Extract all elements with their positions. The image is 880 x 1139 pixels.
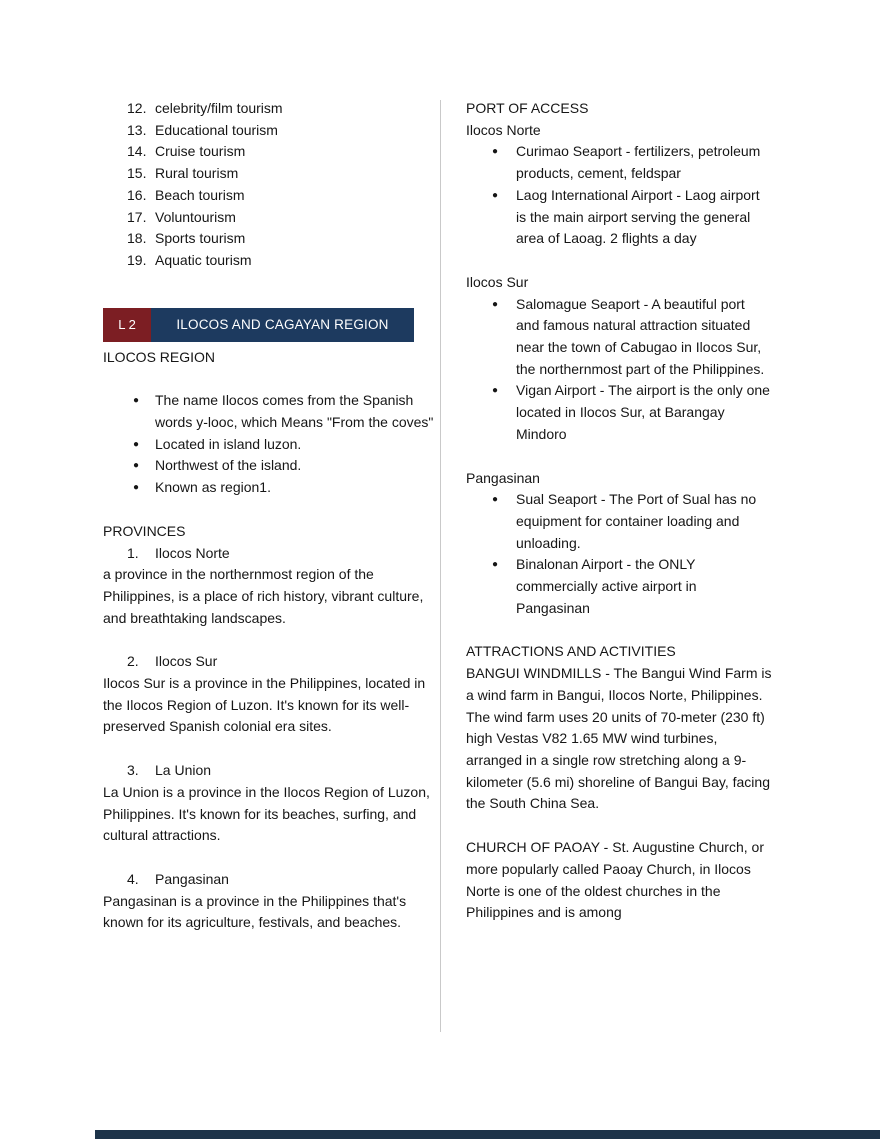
item-text: Sports tourism	[155, 230, 246, 247]
port-group	[466, 272, 772, 446]
list-item	[103, 207, 435, 229]
bullet-text: ● Known as region1.	[155, 479, 271, 496]
port-of-access-heading: PORT OF ACCESS	[466, 100, 589, 116]
province-name-row	[103, 869, 435, 891]
list-item	[103, 250, 435, 272]
bullet-item	[466, 489, 772, 554]
bullet-item	[466, 294, 772, 381]
province-number: 4.	[127, 870, 139, 887]
item-text: Cruise tourism	[155, 143, 246, 160]
bullet-item	[466, 141, 772, 184]
bullet-item	[466, 380, 772, 445]
port-group	[466, 120, 772, 250]
province-name-row	[103, 760, 435, 782]
bullet-item	[103, 477, 435, 499]
bullet-item	[103, 390, 435, 433]
bullet-text: ● Vigan Airport - The airport is the only one located in Ilocos Sur, at Barangay Mindoro	[516, 382, 770, 442]
region-bullet-list	[103, 390, 435, 499]
province-name: Pangasinan	[155, 870, 229, 887]
provinces-heading: PROVINCES	[103, 522, 186, 539]
bullet-text: ● Laog International Airport - Laog airport is the main airport serving the general area of Laoag. 2 flights a day	[516, 186, 760, 247]
item-text: Voluntourism	[155, 208, 236, 225]
province-name-row	[103, 543, 435, 565]
bullet-text: ● The name Ilocos comes from the Spanish words y-looc, which Means "From the coves"	[155, 392, 434, 431]
column-divider	[440, 100, 441, 1032]
province-description: La Union is a province in the Ilocos Region of Luzon, Philippines. It's known for its beaches, surfing, and cultural attractions.	[103, 783, 430, 844]
bullet-text: ● Binalonan Airport - the ONLY commercially active airport in Pangasinan	[516, 556, 697, 616]
lesson-code: L 2	[103, 308, 151, 342]
province-number: 3.	[127, 762, 139, 779]
item-number: 18.	[127, 230, 147, 247]
item-number: 13.	[127, 121, 147, 138]
province-number: 1.	[127, 544, 139, 561]
port-group	[466, 468, 772, 620]
attraction-paragraph: CHURCH OF PAOAY - St. Augustine Church, or more popularly called Paoay Church, in Ilocos Norte is one of the oldest churches in the Philippines and is among	[466, 839, 764, 921]
list-item	[103, 98, 435, 120]
item-text: Beach tourism	[155, 186, 245, 203]
province-name: Ilocos Norte	[155, 544, 230, 561]
province-description: Ilocos Sur is a province in the Philippines, located in the Ilocos Region of Luzon. It's known for its well-preserved Spanish colonial era sites.	[103, 675, 426, 735]
list-item	[103, 185, 435, 207]
province-entry	[103, 543, 435, 630]
province-number: 2.	[127, 653, 139, 670]
item-text: Rural tourism	[155, 165, 239, 182]
tourism-list	[103, 98, 435, 272]
list-item	[103, 163, 435, 185]
bullet-item	[103, 434, 435, 456]
item-number: 12.	[127, 100, 147, 116]
item-text: celebrity/film tourism	[155, 100, 283, 116]
province-description: a province in the northernmost region of the Philippines, is a place of rich history, vibrant culture, and breathtaking landscapes.	[103, 566, 424, 626]
attraction-paragraph: BANGUI WINDMILLS - The Bangui Wind Farm is a wind farm in Bangui, Ilocos Norte, Philippines. The wind farm uses 20 units of 70-meter (230 ft) high Vestas V82 1.65 MW wind turbines, arranged in a single row stretching along a 9-kilometer (5.6 mi) shoreline of Bangui Bay, facing the South China Sea.	[466, 665, 772, 812]
bullet-text: ● Sual Seaport - The Port of Sual has no equipment for container loading and unloading.	[516, 491, 757, 551]
bullet-item	[103, 455, 435, 477]
item-number: 14.	[127, 143, 147, 160]
item-number: 19.	[127, 251, 147, 268]
item-number: 17.	[127, 208, 147, 225]
port-group-name: Ilocos Norte	[466, 121, 541, 138]
item-number: 16.	[127, 186, 147, 203]
item-text: Educational tourism	[155, 121, 278, 138]
attractions-heading: ATTRACTIONS AND ACTIVITIES	[466, 643, 676, 660]
province-entry	[103, 869, 435, 934]
province-entry	[103, 651, 435, 738]
list-item	[103, 120, 435, 142]
left-column	[103, 98, 435, 934]
lesson-title: ILOCOS AND CAGAYAN REGION	[151, 308, 414, 342]
item-number: 15.	[127, 165, 147, 182]
right-column	[466, 98, 772, 924]
bullet-text: ● Salomague Seaport - A beautiful port and famous natural attraction situated near the town of Cabugao in Ilocos Sur, the northernmost part of the Philippines.	[516, 295, 765, 377]
bullet-item	[466, 185, 772, 250]
province-name-row	[103, 651, 435, 673]
bullet-text: ● Northwest of the island.	[155, 457, 302, 474]
bottom-bar	[95, 1130, 880, 1139]
bullet-item	[466, 554, 772, 619]
province-name: La Union	[155, 762, 212, 779]
port-group-name: Ilocos Sur	[466, 273, 529, 290]
bullet-text: ● Curimao Seaport - fertilizers, petroleum products, cement, feldspar	[516, 143, 761, 182]
list-item	[103, 228, 435, 250]
lesson-badge	[103, 308, 435, 342]
province-name: Ilocos Sur	[155, 653, 218, 670]
section-title-ilocos-region: ILOCOS REGION	[103, 348, 216, 365]
list-item	[103, 141, 435, 163]
bullet-text: ● Located in island luzon.	[155, 435, 302, 452]
item-text: Aquatic tourism	[155, 251, 252, 268]
province-description: Pangasinan is a province in the Philippines that's known for its agriculture, festivals, and beaches.	[103, 892, 407, 931]
province-entry	[103, 760, 435, 847]
port-group-name: Pangasinan	[466, 469, 540, 486]
